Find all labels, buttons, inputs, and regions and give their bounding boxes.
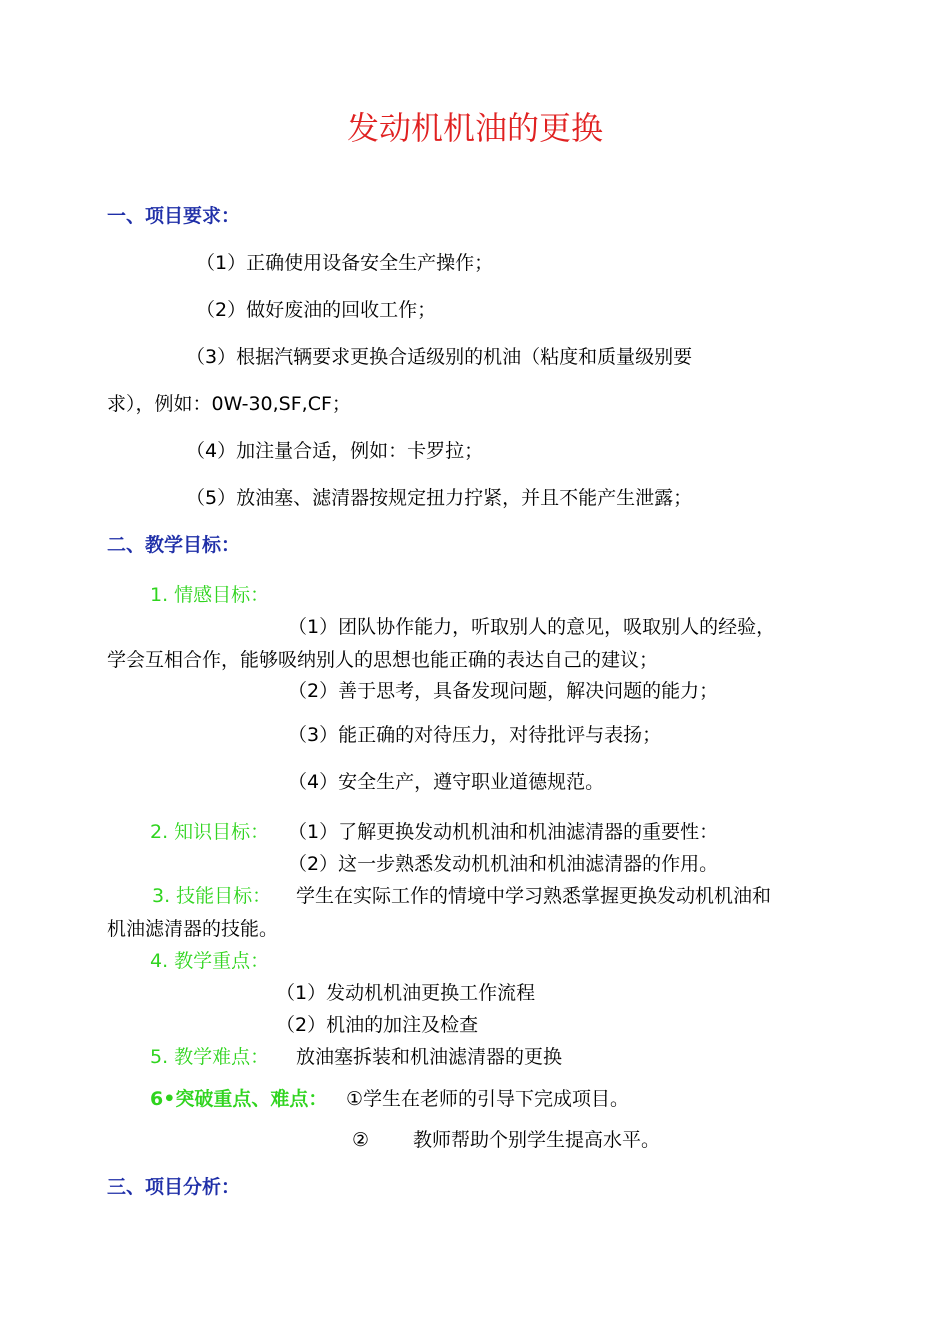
subheading-breakthrough: 6•突破重点、难点： [150, 1088, 328, 1110]
requirement-item: （4）加注量合适，例如：卡罗拉； [186, 440, 484, 462]
emotion-goal-item: （2）善于思考，具备发现问题，解决问题的能力； [288, 680, 719, 702]
section-heading-requirements: 一、项目要求： [107, 205, 241, 227]
section-heading-teaching-goals: 二、教学目标： [107, 534, 241, 556]
keypoint-item: （1）发动机机油更换工作流程 [276, 982, 536, 1004]
knowledge-goal-item: （2）这一步熟悉发动机机油和机油滤清器的作用。 [288, 853, 719, 875]
breakthrough-item: 教师帮助个别学生提高水平。 [413, 1129, 661, 1151]
requirement-item: （2）做好废油的回收工作； [196, 299, 437, 321]
subheading-knowledge-goal: 2. 知识目标： [150, 821, 270, 843]
subheading-teaching-difficulty: 5. 教学难点： [150, 1046, 270, 1068]
requirement-item: （5）放油塞、滤清器按规定扭力拧紧，并且不能产生泄露； [186, 487, 693, 509]
emotion-goal-item-continued: 学会互相合作，能够吸纳别人的思想也能正确的表达自己的建议； [107, 649, 659, 671]
document-title: 发动机机油的更换 [346, 109, 603, 147]
emotion-goal-item: （1）团队协作能力，听取别人的意见，吸取别人的经验， [288, 616, 776, 638]
subheading-emotion-goal: 1. 情感目标： [150, 584, 270, 606]
breakthrough-item: ①学生在老师的引导下完成项目。 [346, 1088, 630, 1110]
skill-goal-text-continued: 机油滤清器的技能。 [107, 918, 279, 940]
requirement-item: （1）正确使用设备安全生产操作； [196, 252, 494, 274]
requirement-item-continued: 求），例如：0W-30,SF,CF； [107, 393, 351, 415]
breakthrough-item-marker: ② [352, 1129, 370, 1151]
subheading-teaching-keypoints: 4. 教学重点： [150, 950, 270, 972]
knowledge-goal-item: （1）了解更换发动机机油和机油滤清器的重要性： [288, 821, 719, 843]
emotion-goal-item: （3）能正确的对待压力，对待批评与表扬； [288, 724, 662, 746]
requirement-item: （3）根据汽辆要求更换合适级别的机油（粘度和质量级别要 [186, 346, 693, 368]
section-heading-project-analysis: 三、项目分析： [107, 1176, 241, 1198]
skill-goal-text: 学生在实际工作的情境中学习熟悉掌握更换发动机机油和 [296, 885, 772, 907]
subheading-skill-goal: 3. 技能目标： [152, 885, 272, 907]
emotion-goal-item: （4）安全生产，遵守职业道德规范。 [288, 771, 605, 793]
difficulty-text: 放油塞拆装和机油滤清器的更换 [296, 1046, 563, 1068]
keypoint-item: （2）机油的加注及检查 [276, 1014, 479, 1036]
